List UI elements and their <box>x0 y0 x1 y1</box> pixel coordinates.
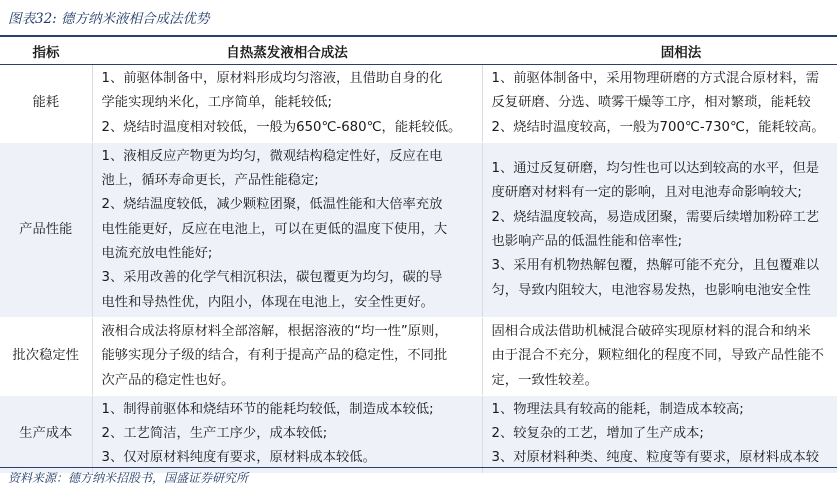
header-indicator: 指标 <box>0 37 92 65</box>
cell-text-line: 3、对原材料种类、纯度、粒度等有要求，原材料成本较 <box>491 450 820 466</box>
cell-text-line: 固相合成法借助机械混合破碎实现原材料的混合和纳米 <box>491 323 811 339</box>
table-header-row <box>0 37 837 65</box>
cell-text-line: 度研磨对材料有一定的影响，且对电池寿命影响较大; <box>491 185 802 201</box>
header-liquid-method: 自热蒸发液相合成法 <box>92 37 482 65</box>
cell-text-line: 2、较复杂的工艺，增加了生产成本; <box>491 426 704 442</box>
cell-text-line: 池上，循环寿命更长，产品性能稳定; <box>101 173 319 189</box>
cell-text-line: 电性和导热性优，内阻小，体现在电池上，安全性更好。 <box>101 294 434 310</box>
cell-text-line: 1、液相反应产物更为均匀，微观结构稳定性好，反应在电 <box>101 148 443 164</box>
liquid-method-cell <box>92 65 482 143</box>
indicator-cell: 能耗 <box>0 65 92 143</box>
comparison-table <box>0 37 837 474</box>
cell-text-line: 1、前驱体制备中，原材料形成均匀溶液，且借助自身的化 <box>101 71 443 86</box>
table-row-batch-stability <box>0 317 837 395</box>
table-row-performance <box>0 142 837 317</box>
cell-text-line: 匀，导致内阻较大，电池容易发热，也影响电池安全性 <box>491 282 811 298</box>
cell-text-line: 2、烧结温度较高，易造成团聚，需要后续增加粉碎工艺 <box>491 209 820 225</box>
indicator-cell: 生产成本 <box>0 395 92 473</box>
header-solid-method: 固相法 <box>482 37 837 65</box>
table-row-cost <box>0 395 837 473</box>
figure-title: 图表32: 德方纳米液相合成法优势 <box>8 11 210 27</box>
source-note: 资料来源：德方纳米招股书，国盛证券研究所 <box>8 471 249 485</box>
cell-text-line: 1、通过反复研磨，均匀性也可以达到较高的水平，但是 <box>491 161 820 177</box>
cell-text-line: 2、工艺简洁，生产工序少，成本较低; <box>101 426 328 442</box>
cell-text-line: 2、烧结温度较低，减少颗粒团聚，低温性能和大倍率充放 <box>101 197 443 213</box>
cell-text-line: 反复研磨、分选、喷雾干燥等工序，相对繁琐，能耗较 <box>491 95 811 111</box>
table-body <box>0 65 837 474</box>
liquid-method-cell <box>92 395 482 473</box>
cell-text-line: 电性能更好，反应在电池上，可以在更低的温度下使用，大 <box>101 221 448 237</box>
cell-text-line: 由于混合不充分，颗粒细化的程度不同，导致产品性能不 <box>491 348 824 364</box>
solid-method-cell <box>482 65 837 143</box>
indicator-cell: 产品性能 <box>0 142 92 317</box>
solid-method-cell <box>482 142 837 317</box>
cell-text-line: 3、仅对原材料纯度有要求，原材料成本较低。 <box>101 450 376 466</box>
solid-method-cell <box>482 317 837 395</box>
cell-text-line: 学能实现纳米化，工序简单，能耗较低; <box>101 95 333 111</box>
cell-text-line: 3、采用有机物热解包覆，热解可能不充分，且包覆难以 <box>491 258 820 274</box>
solid-method-cell <box>482 395 837 473</box>
table-row-energy <box>0 65 837 143</box>
cell-text-line: 2、烧结时温度较高，一般为700℃-730℃，能耗较高。 <box>491 119 825 135</box>
cell-text-line: 电流充放电性能好; <box>101 246 213 262</box>
cell-text-line: 能够实现分子级的结合，有利于提高产品的稳定性，不同批 <box>101 348 448 364</box>
cell-text-line: 1、前驱体制备中，采用物理研磨的方式混合原材料，需 <box>491 71 820 86</box>
cell-text-line: 1、物理法具有较高的能耗，制造成本较高; <box>491 401 744 417</box>
cell-text-line: 3、采用改善的化学气相沉积法，碳包覆更为均匀，碳的导 <box>101 270 443 286</box>
cell-text-line: 也影响产品的低温性能和倍率性; <box>491 233 683 249</box>
indicator-cell: 批次稳定性 <box>0 317 92 395</box>
cell-text-line: 次产品的稳定性也好。 <box>101 372 235 388</box>
cell-text-line: 1、制得前驱体和烧结环节的能耗均较低，制造成本较低; <box>101 401 434 417</box>
liquid-method-cell <box>92 317 482 395</box>
liquid-method-cell <box>92 142 482 317</box>
cell-text-line: 定，一致性较差。 <box>491 372 598 388</box>
cell-text-line: 2、烧结时温度相对较低，一般为650℃-680℃，能耗较低。 <box>101 119 462 135</box>
cell-text-line: 液相合成法将原材料全部溶解，根据溶液的“均一性”原则， <box>101 323 448 339</box>
